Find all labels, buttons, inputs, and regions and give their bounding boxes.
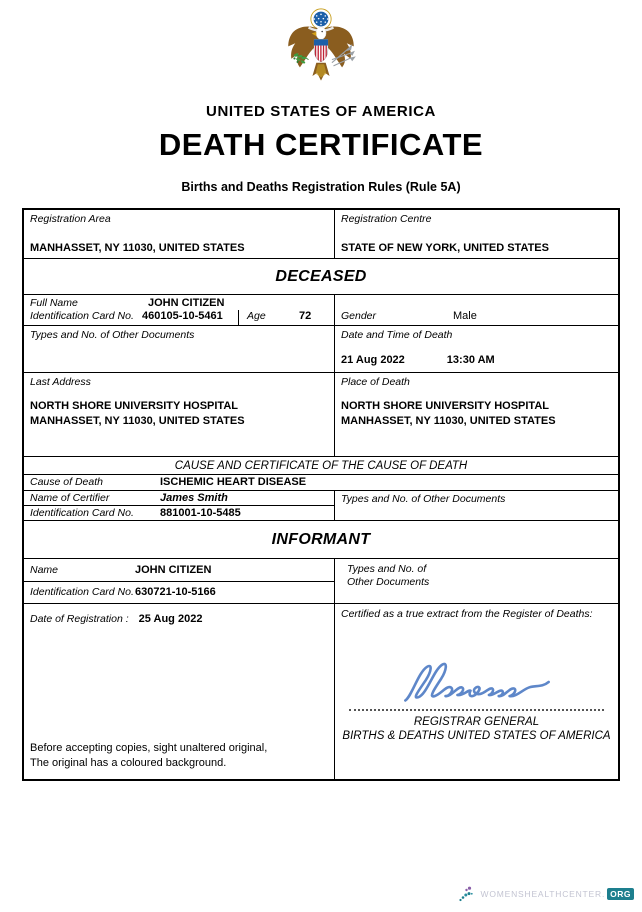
registrar-org: BIRTHS & DEATHS UNITED STATES OF AMERICA <box>342 730 611 742</box>
informant-section-title: INFORMANT <box>271 530 371 548</box>
address-row <box>24 372 618 456</box>
full-name-label: Full Name <box>30 297 78 309</box>
certified-extract-cell <box>335 604 618 779</box>
deceased-id-label: Identification Card No. <box>30 310 134 322</box>
registration-centre-label: Registration Centre <box>341 213 432 225</box>
death-datetime-cell <box>335 326 618 372</box>
registration-area-value: MANHASSET, NY 11030, UNITED STATES <box>30 242 245 254</box>
us-great-seal <box>0 0 642 94</box>
watermark-site-name: WOMENSHEALTHCENTER. <box>480 889 606 899</box>
certified-extract-label: Certified as a true extract from the Register of Deaths: <box>341 608 593 620</box>
country-title: UNITED STATES OF AMERICA <box>206 103 436 120</box>
registration-row <box>24 210 618 258</box>
us-great-seal-icon <box>282 8 360 94</box>
watermark-site-tld: ORG <box>607 888 634 900</box>
document-title: DEATH CERTIFICATE <box>158 127 484 162</box>
informant-name-label: Name <box>30 563 59 576</box>
place-of-death-label: Place of Death <box>341 376 410 388</box>
death-time-value: 13:30 AM <box>446 354 495 366</box>
deceased-name-id-cell <box>24 295 335 325</box>
deceased-other-docs-cell <box>24 326 335 372</box>
gender-cell <box>335 295 618 325</box>
cause-of-death-value: ISCHEMIC HEART DISEASE <box>160 476 307 488</box>
cause-section-title: CAUSE AND CERTIFICATE OF THE CAUSE OF DEATH <box>174 459 468 472</box>
place-of-death-cell <box>335 373 618 456</box>
registration-centre-value: STATE OF NEW YORK, UNITED STATES <box>341 242 549 254</box>
certifier-other-docs-label: Types and No. of Other Documents <box>341 493 506 505</box>
certifier-name-value: James Smith <box>160 491 228 504</box>
gender-label: Gender <box>341 310 377 322</box>
deceased-section-title: DECEASED <box>275 267 367 285</box>
registration-area-label: Registration Area <box>30 213 111 225</box>
informant-other-docs-cell <box>335 559 618 603</box>
deceased-id-value: 460105-10-5461 <box>142 310 223 322</box>
informant-id-value: 630721-10-5166 <box>135 586 216 598</box>
death-datetime-label: Date and Time of Death <box>341 329 453 341</box>
certifier-name-label: Name of Certifier <box>30 491 110 504</box>
full-name-value: JOHN CITIZEN <box>148 297 225 309</box>
informant-name-id-cell <box>24 559 335 603</box>
last-address-label: Last Address <box>30 376 91 388</box>
registration-centre-cell <box>335 210 618 258</box>
document-subtitle: Births and Deaths Registration Rules (Rule 5A) <box>181 180 461 194</box>
certifier-other-docs-cell <box>335 491 618 520</box>
registration-date-label: Date of Registration : <box>30 613 129 625</box>
docs-death-datetime-row <box>24 325 618 372</box>
last-address-line1: NORTH SHORE UNIVERSITY HOSPITAL <box>30 400 239 412</box>
informant-identity-block <box>24 558 618 603</box>
deceased-section-header <box>24 258 618 294</box>
certification-row <box>24 603 618 779</box>
age-label: Age <box>247 310 266 322</box>
gender-value: Male <box>453 310 477 322</box>
certifier-id-value: 881001-10-5485 <box>160 506 241 519</box>
place-of-death-line1: NORTH SHORE UNIVERSITY HOSPITAL <box>341 400 550 412</box>
dotted-swoosh-logo-icon <box>458 885 480 903</box>
informant-other-docs-label: Types and No. of Other Documents <box>347 563 430 588</box>
signature-line <box>349 708 604 711</box>
womenshealthcenter-watermark <box>458 885 634 903</box>
informant-name-value: JOHN CITIZEN <box>135 563 212 576</box>
place-of-death-line2: MANHASSET, NY 11030, UNITED STATES <box>341 415 556 427</box>
death-date-value: 21 Aug 2022 <box>341 354 405 366</box>
last-address-cell <box>24 373 335 456</box>
deceased-other-docs-label: Types and No. of Other Documents <box>30 329 195 341</box>
certificate-table <box>22 208 620 781</box>
certifier-block <box>24 490 618 520</box>
registrar-title: REGISTRAR GENERAL <box>413 716 540 728</box>
cause-of-death-label: Cause of Death <box>30 476 103 488</box>
registrar-signature <box>341 657 612 707</box>
cause-of-death-row <box>24 474 618 490</box>
copy-notice-line2: The original has a coloured background. <box>30 757 227 769</box>
registrar-signature-icon <box>401 657 553 707</box>
cause-section-header <box>24 456 618 474</box>
informant-section-header <box>24 520 618 558</box>
registration-date-cell <box>24 604 335 779</box>
registration-area-cell <box>24 210 335 258</box>
informant-id-label: Identification Card No. <box>30 586 134 598</box>
last-address-line2: MANHASSET, NY 11030, UNITED STATES <box>30 415 245 427</box>
copy-notice-line1: Before accepting copies, sight unaltered original, <box>30 742 268 754</box>
copy-notice <box>30 741 328 771</box>
certifier-id-label: Identification Card No. <box>30 506 134 519</box>
age-value: 72 <box>299 310 312 322</box>
certifier-cell <box>24 491 335 520</box>
deceased-identity-row <box>24 294 618 325</box>
registration-date-value: 25 Aug 2022 <box>138 613 203 625</box>
